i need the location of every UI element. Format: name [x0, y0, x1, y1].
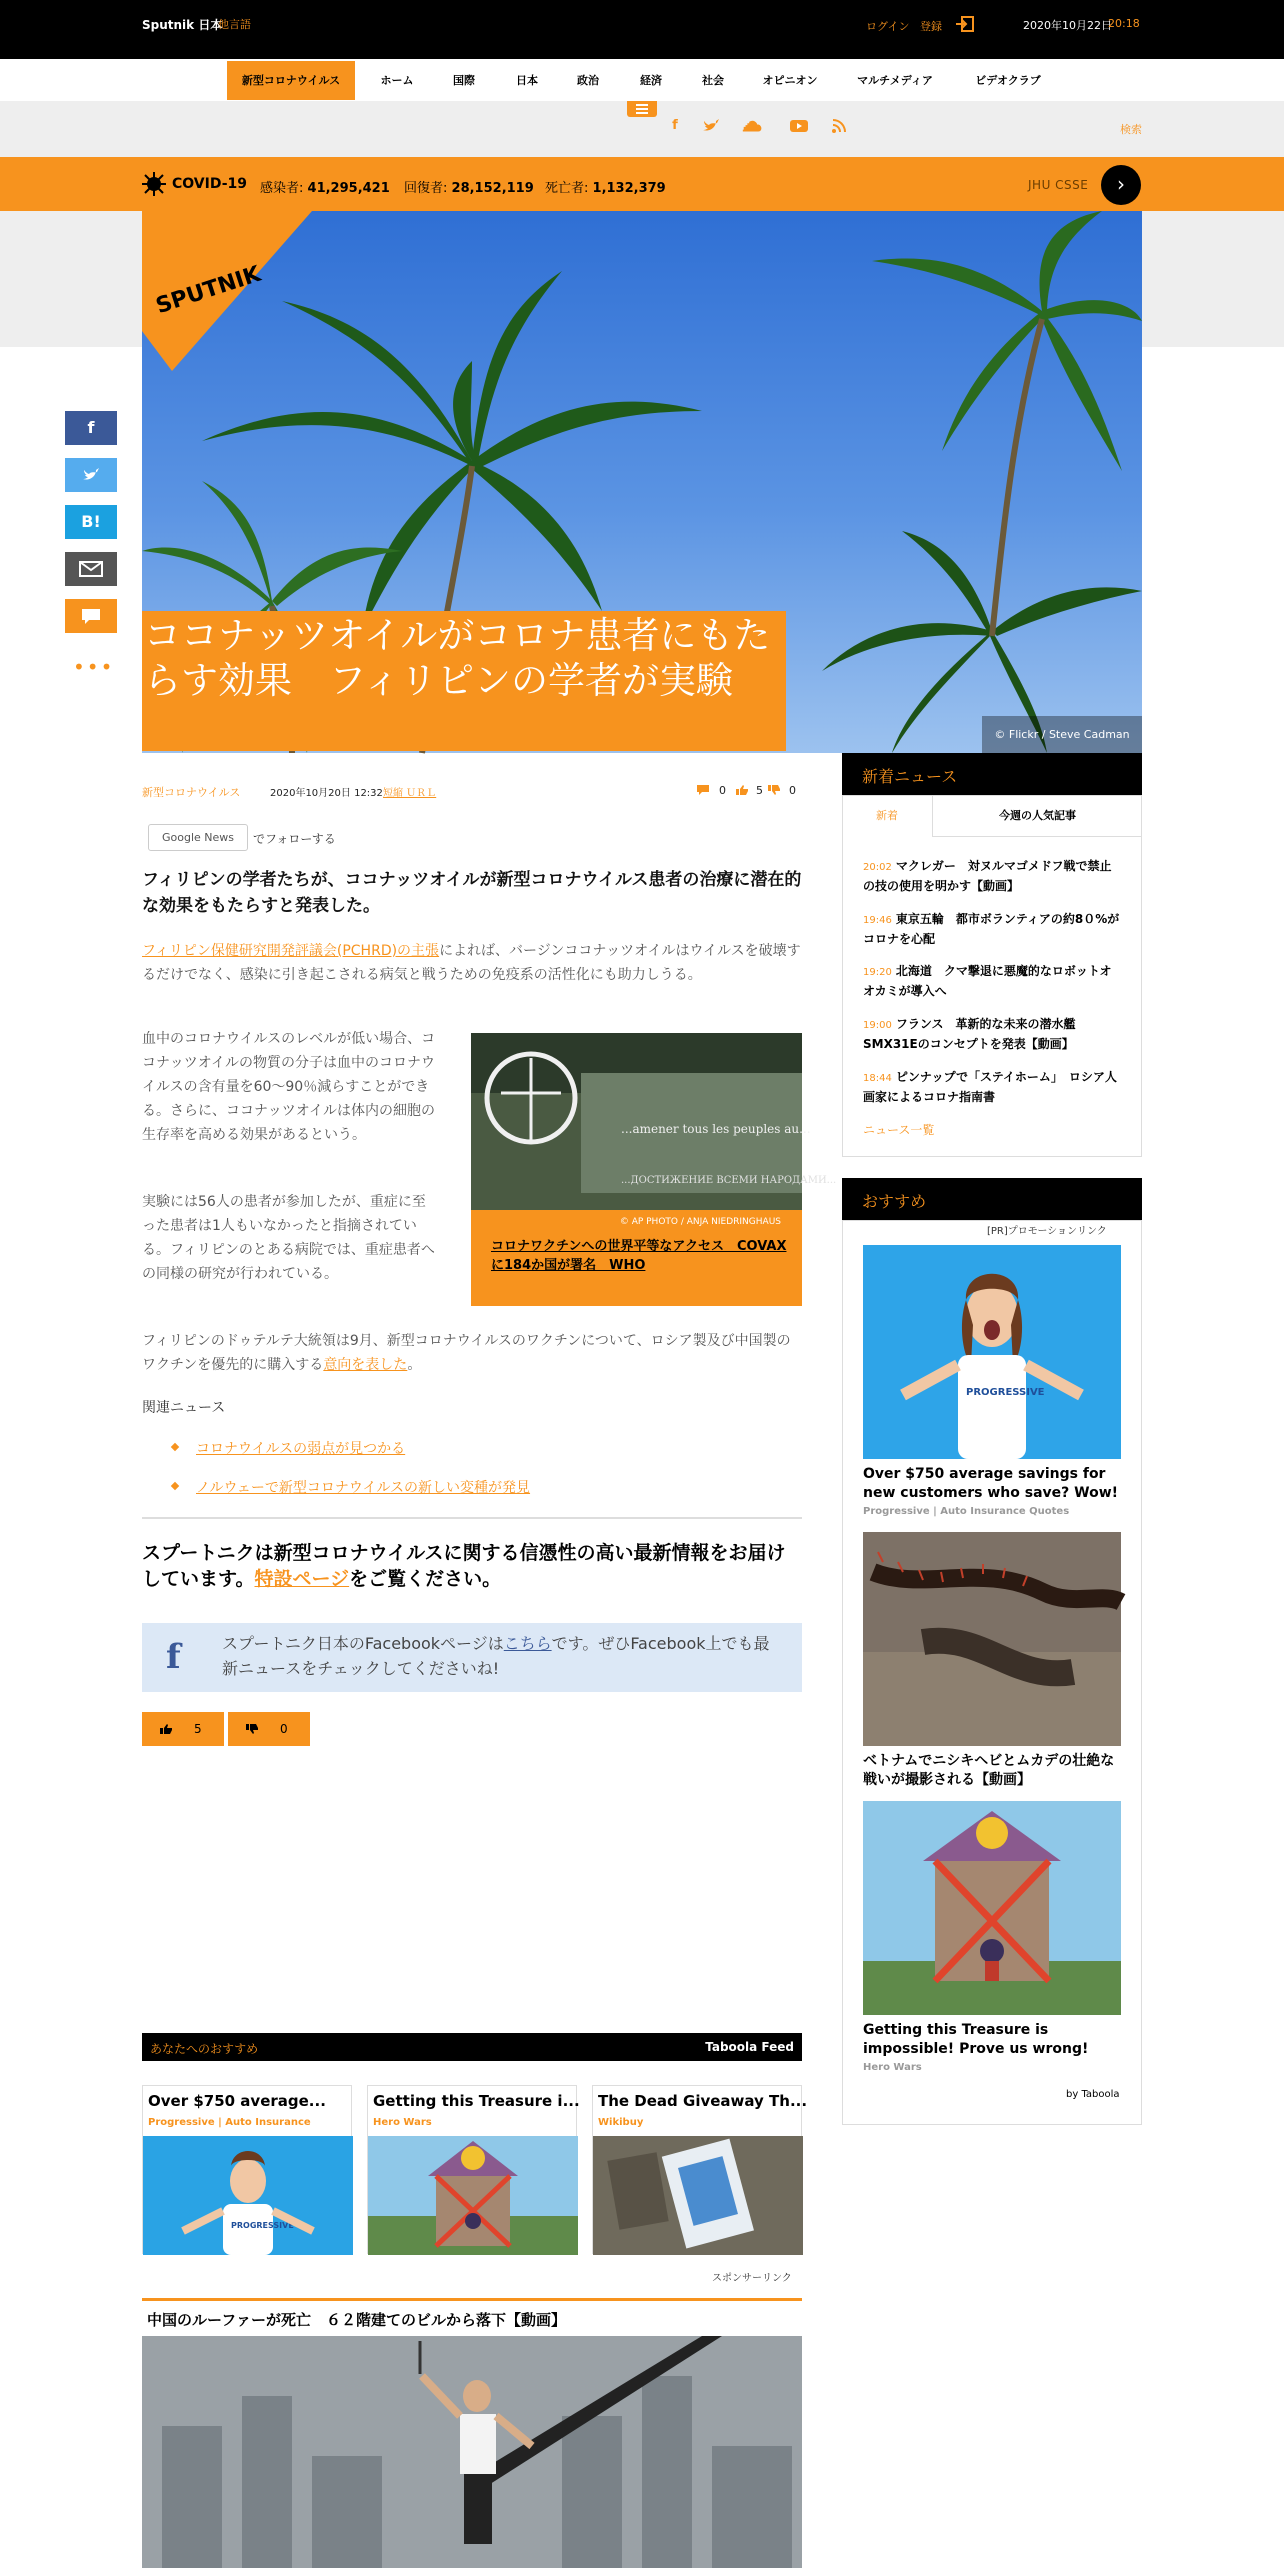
article-paragraph-2: 血中のコロナウイルスのレベルが低い場合、ココナッツオイルの物質の分子は血中のコロナウイルスの含有量を60〜90％減らすことができる。さらに、ココナッツオイルは体内の細胞の生存率を高める効果があるという。 — [142, 1031, 436, 1143]
nav-item-international[interactable]: 国際 — [453, 74, 475, 87]
tab-latest[interactable]: 新着 — [876, 809, 898, 822]
more-share-icon[interactable]: ••• — [73, 655, 115, 679]
rooftop-photo[interactable] — [142, 2336, 802, 2568]
hero-photo-credit: © Flickr / Steve Cadman — [982, 716, 1142, 753]
login-arrow-icon[interactable] — [956, 16, 974, 32]
article-paragraph-3: 実験には56人の患者が参加したが、重症に至った患者は1人もいなかったと指摘されている。フィリピンのとある病院では、重症患者への同様の研究が行われている。 — [142, 1194, 435, 1282]
card-title: Over $750 average... — [148, 2092, 326, 2110]
share-facebook-button[interactable] — [65, 411, 117, 445]
article-paragraph-1: フィリピン保健研究開発評議会(PCHRD)の主張によれば、バージンココナッツオイルはウイルスを破壊するだけでなく、感染に引き起こされる病気と戦うための免疫系の活性化にも助力しうる。 — [142, 943, 801, 983]
mail-icon — [79, 561, 103, 577]
related-news-heading: 関連ニュース — [142, 1400, 226, 1416]
article-headline-box — [142, 611, 786, 751]
nav-item-home[interactable]: ホーム — [380, 74, 414, 87]
news-item[interactable]: 19:20 北海道 クマ撃退に悪魔的なロボットオオカミが導入へ — [863, 964, 1112, 998]
big-card-title[interactable]: 中国のルーファーが死亡 ６２階建てのビルから落下【動画】 — [147, 2311, 566, 2329]
article-headline: ココナッツオイルがコロナ患者にもたらす効果 フィリピンの学者が実験 — [144, 614, 771, 702]
youtube-icon[interactable] — [789, 118, 809, 134]
dislike-icon — [246, 1723, 258, 1735]
inset-photo-credit: © AP PHOTO / ANJA NIEDRINGHAUS — [619, 1217, 781, 1227]
divider — [142, 1517, 802, 1519]
sponsored-links-label: スポンサーリンク — [712, 2273, 792, 2284]
twitter-icon — [81, 466, 101, 484]
sputnik-logo: SPUTNIK — [152, 261, 264, 320]
news-item[interactable]: 19:00 フランス 革新的な未来の潜水艦SMX31Eのコンセプトを発表【動画】 — [863, 1017, 1076, 1051]
rec-image-1[interactable] — [863, 1245, 1121, 1459]
taboola-card-2[interactable] — [367, 2085, 580, 2254]
svg-text:PROGRESSIVE: PROGRESSIVE — [231, 2221, 294, 2230]
hatena-icon: B! — [81, 512, 101, 531]
nav-item-coronavirus[interactable]: 新型コロナウイルス — [227, 61, 355, 100]
svg-text:...amener tous les peuples au.: ...amener tous les peuples au... — [621, 1122, 811, 1136]
bullet-icon — [171, 1443, 179, 1451]
covid-source: JHU CSSE — [1028, 178, 1089, 192]
promotion-link-label: [PR]プロモーションリンク — [987, 1226, 1107, 1237]
taboola-card-1[interactable] — [142, 2085, 352, 2254]
news-item[interactable]: 18:44 ピンナップで「ステイホーム」 ロシア人画家によるコロナ指南書 — [863, 1070, 1117, 1104]
comment-icon — [81, 608, 101, 625]
facebook-icon: f — [166, 1637, 181, 1677]
top-bar — [0, 0, 1284, 59]
related-link-1[interactable]: コロナウイルスの弱点が見つかる — [196, 1441, 406, 1457]
intent-link[interactable]: 意向を表した — [323, 1357, 408, 1373]
dislike-button-count: 0 — [280, 1722, 288, 1736]
nav-item-japan[interactable]: 日本 — [516, 74, 538, 87]
recovered-stat: 回復者: 28,152,119 — [404, 181, 534, 196]
share-mail-button[interactable] — [65, 552, 117, 586]
rec-source-1: Progressive | Auto Insurance Quotes — [863, 1506, 1070, 1517]
nav-item-society[interactable]: 社会 — [702, 74, 724, 87]
card-image — [143, 2136, 353, 2255]
who-photo — [471, 1033, 837, 1210]
login-link[interactable]: ログイン — [866, 20, 910, 33]
google-news-follow-text: でフォローする — [253, 832, 336, 846]
related-link-2[interactable]: ノルウェーで新型コロナウイルスの新しい変種が発見 — [196, 1480, 531, 1496]
latest-news-header — [842, 753, 1142, 795]
facebook-promo-box — [142, 1623, 802, 1692]
card-source: Wikibuy — [598, 2117, 644, 2128]
like-icon[interactable] — [736, 785, 748, 795]
facebook-promo-text: スプートニク日本のFacebookページはこちらです。ぜひFacebook上でも最新ニュースをチェックしてくださいね! — [222, 1634, 770, 1678]
like-icon — [160, 1723, 172, 1735]
pchrd-link[interactable]: フィリピン保健研究開発評議会(PCHRD)の主張 — [142, 943, 440, 959]
facebook-icon[interactable]: f — [672, 118, 678, 133]
dislike-button[interactable] — [228, 1712, 310, 1746]
facebook-page-link[interactable]: こちら — [503, 1634, 552, 1653]
register-link[interactable]: 登録 — [920, 20, 942, 33]
covid-details-button[interactable]: › — [1101, 165, 1141, 205]
card-source: Progressive | Auto Insurance — [148, 2117, 311, 2128]
news-list-link[interactable]: ニュース一覧 — [863, 1123, 935, 1137]
article-date: 2020年10月20日 12:32 — [270, 788, 383, 799]
svg-text:PROGRESSIVE: PROGRESSIVE — [966, 1387, 1045, 1398]
taboola-feed-title: あなたへのおすすめ — [150, 2042, 259, 2056]
rec-title-1[interactable]: Over $750 average savings for new customers who save? Wow! — [863, 1466, 1119, 1501]
twitter-icon[interactable] — [701, 118, 721, 134]
special-page-notice: スプートニクは新型コロナウイルスに関する信憑性の高い最新情報をお届けしています。特設ページをご覧ください。 — [142, 1542, 786, 1590]
share-hatena-button[interactable] — [65, 505, 117, 539]
latest-news-heading: 新着ニュース — [862, 767, 958, 786]
card-title: The Dead Giveaway Th... — [598, 2092, 808, 2110]
current-date: 2020年10月22日 — [1023, 19, 1112, 32]
taboola-feed-header — [142, 2033, 802, 2061]
news-item[interactable]: 19:46 東京五輪 都市ボランティアの約8０%がコロナを心配 — [863, 912, 1120, 946]
card-source: Hero Wars — [373, 2117, 432, 2128]
special-page-link[interactable]: 特設ページ — [254, 1568, 350, 1590]
tab-popular-week[interactable]: 今週の人気記事 — [932, 795, 1142, 837]
nav-item-economy[interactable]: 経済 — [640, 74, 662, 87]
like-count: 5 — [756, 784, 763, 797]
svg-text:...ДОСТИЖЕНИЕ ВСЕМИ НАРОДАМИ..: ...ДОСТИЖЕНИЕ ВСЕМИ НАРОДАМИ... — [621, 1175, 837, 1186]
main-nav — [0, 59, 1284, 101]
rec-image-3[interactable] — [863, 1801, 1121, 2015]
news-item[interactable]: 20:02 マクレガー 対ヌルマゴメドフ戦で禁止の技の使用を明かす【動画】 — [863, 859, 1112, 893]
like-button[interactable] — [142, 1712, 224, 1746]
like-button-count: 5 — [194, 1722, 202, 1736]
covid-stats-bar — [0, 157, 1284, 211]
nav-item-politics[interactable]: 政治 — [577, 74, 599, 87]
by-taboola-link[interactable]: by Taboola — [1066, 2089, 1120, 2100]
rec-title-3[interactable]: Getting this Treasure is impossible! Prove us wrong! — [863, 2022, 1089, 2057]
nav-item-multimedia[interactable]: マルチメディア — [857, 74, 933, 87]
rec-image-2[interactable] — [863, 1532, 1121, 1746]
deaths-stat: 死亡者: 1,132,379 — [545, 181, 666, 196]
soundcloud-icon[interactable] — [741, 118, 761, 134]
current-time: 20:18 — [1108, 17, 1140, 30]
inset-caption-link[interactable]: コロナワクチンへの世界平等なアクセス COVAXに184か国が署名 WHO — [491, 1239, 787, 1273]
bullet-icon — [171, 1482, 179, 1490]
site-brand-link[interactable]: Sputnik 日本 — [142, 18, 223, 32]
card-image — [368, 2136, 578, 2255]
taboola-card-3[interactable] — [592, 2085, 808, 2254]
menu-toggle-button[interactable] — [627, 101, 657, 117]
covid-label: COVID-19 — [172, 176, 248, 192]
article-lead: フィリピンの学者たちが、ココナッツオイルが新型コロナウイルス患者の治療に潜在的な効果をもたらすと発表した。 — [142, 870, 802, 916]
big-card-accent — [142, 2298, 802, 2301]
search-link[interactable]: 検索 — [1120, 123, 1142, 136]
rec-title-2[interactable]: ベトナムでニシキヘビとムカデの壮絶な戦いが撮影される【動画】 — [863, 1753, 1115, 1788]
recommended-heading: おすすめ — [862, 1192, 927, 1211]
google-news-button[interactable]: Google News — [148, 824, 248, 851]
sub-nav — [0, 101, 1284, 157]
recommended-header — [842, 1178, 1142, 1220]
comment-count: 0 — [719, 784, 726, 797]
other-languages-link[interactable]: 他言語 — [218, 18, 251, 31]
rss-icon[interactable] — [829, 118, 849, 134]
rec-source-3: Hero Wars — [863, 2062, 922, 2073]
comment-count-icon — [697, 785, 709, 795]
share-twitter-button[interactable] — [65, 458, 117, 492]
nav-item-videoclub[interactable]: ビデオクラブ — [975, 74, 1041, 87]
virus-icon — [142, 172, 166, 196]
comments-button[interactable] — [65, 599, 117, 633]
card-title: Getting this Treasure i... — [373, 2092, 580, 2110]
card-image — [593, 2136, 803, 2255]
infected-stat: 感染者: 41,295,421 — [260, 181, 390, 196]
article-category-link[interactable]: 新型コロナウイルス — [142, 786, 241, 799]
taboola-logo[interactable]: Taboola Feed — [705, 2040, 794, 2054]
dislike-icon[interactable] — [768, 785, 780, 795]
nav-item-opinion[interactable]: オピニオン — [762, 74, 818, 87]
facebook-icon: f — [87, 418, 95, 437]
short-url-link[interactable]: 短縮 ＵＲＬ — [383, 788, 437, 799]
dislike-count: 0 — [789, 784, 796, 797]
article-paragraph-4: フィリピンのドゥテルテ大統領は9月、新型コロナウイルスのワクチンについて、ロシア製及び中国製のワクチンを優先的に購入する意向を表した。 — [142, 1333, 791, 1373]
related-inset-card[interactable] — [471, 1033, 837, 1306]
